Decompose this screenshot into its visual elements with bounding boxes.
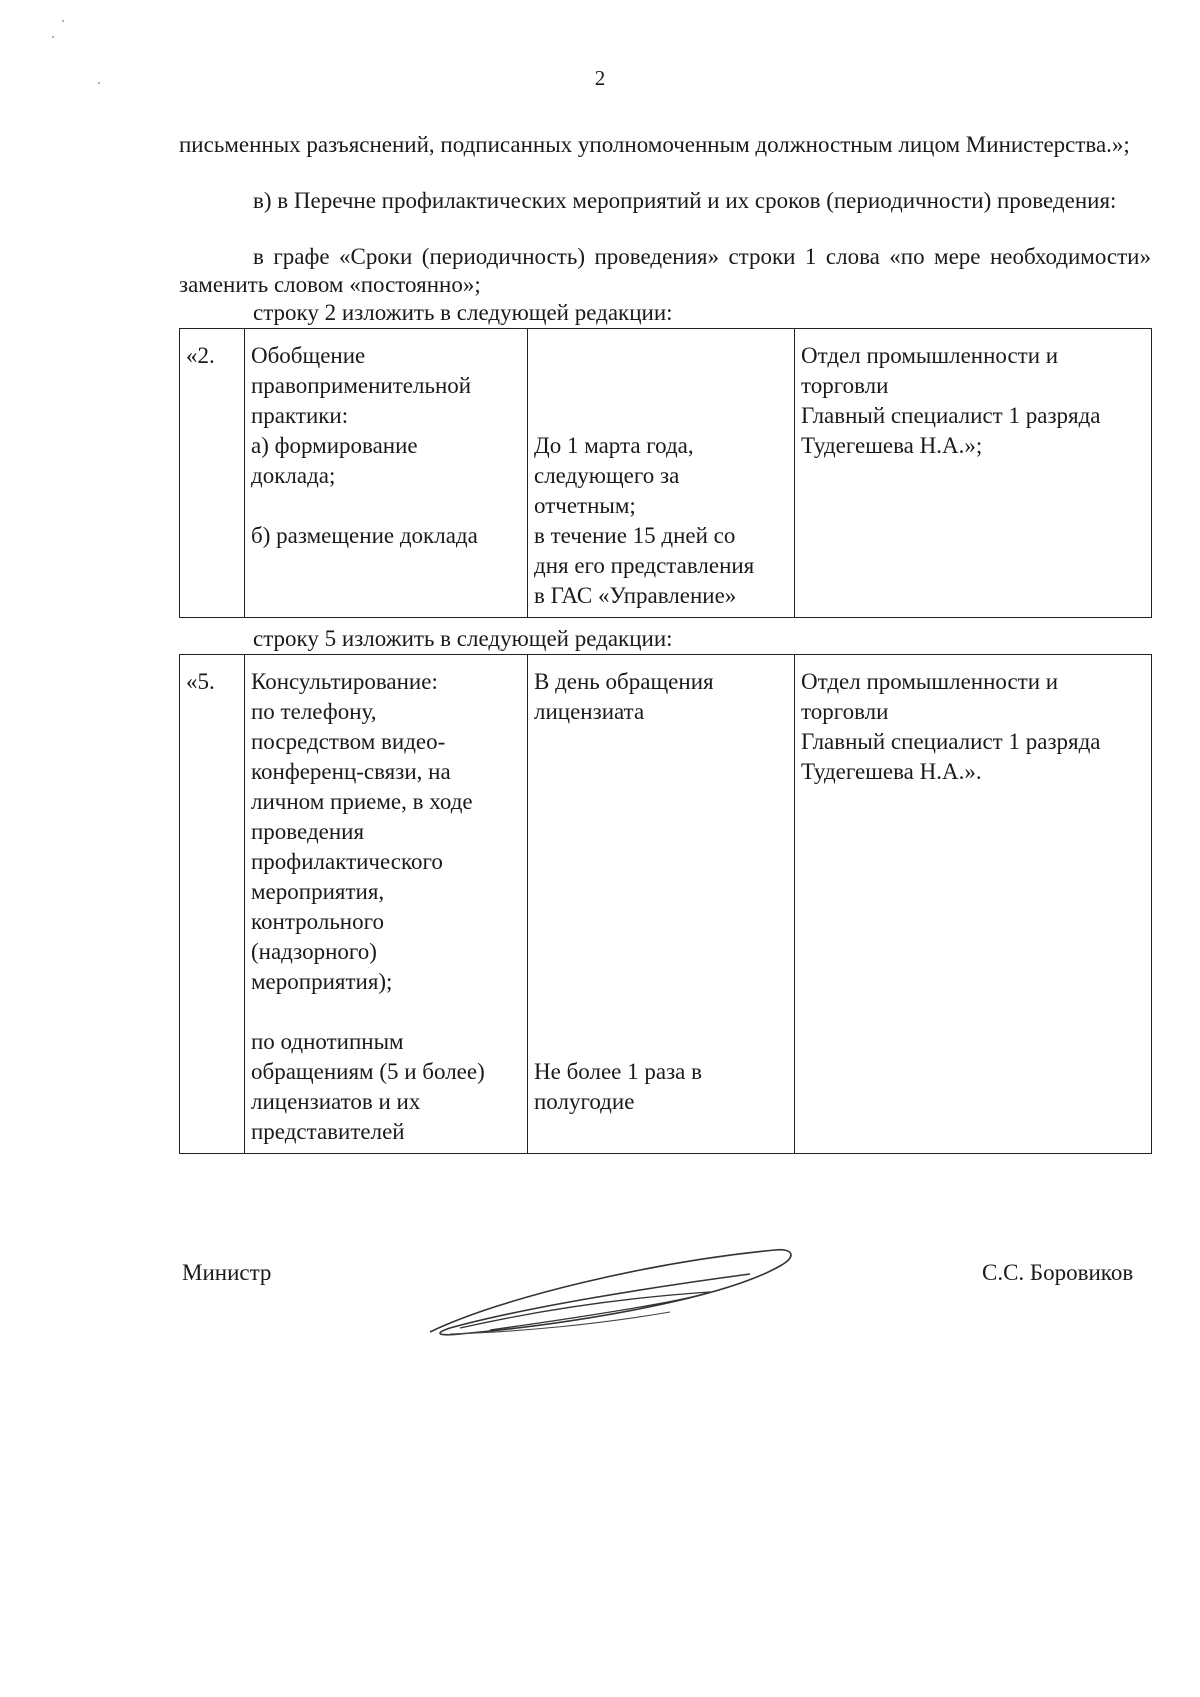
paragraph-continuation: письменных разъяснений, подписанных уполномоченным должностным лицом Министерства.»;	[179, 132, 1130, 157]
table-row	[180, 329, 1152, 618]
event-cell: Обобщение правоприменительной практики: а) формирование доклада; б) размещение доклада	[245, 329, 528, 618]
page-number: 2	[594, 66, 606, 90]
responsible-cell: Отдел промышленности и торговли Главный специалист 1 разряда Тудегешева Н.А.».	[795, 655, 1152, 1154]
paragraph-item-v: в) в Перечне профилактических мероприятий и их сроков (периодичности) проведения:	[253, 188, 1117, 213]
table-row	[180, 655, 1152, 1154]
scan-speck	[62, 20, 64, 22]
paragraph-row5-intro: строку 5 изложить в следующей редакции:	[253, 626, 673, 651]
signatory-title: Министр	[182, 1260, 272, 1285]
responsible-cell: Отдел промышленности и торговли Главный специалист 1 разряда Тудегешева Н.А.»;	[795, 329, 1152, 618]
deadline-cell: В день обращения лицензиата Не более 1 раза в полугодие	[528, 655, 795, 1154]
handwritten-signature	[420, 1240, 800, 1350]
signatory-name: С.С. Боровиков	[982, 1260, 1134, 1285]
scan-speck	[98, 82, 100, 84]
table-row5	[179, 654, 1152, 1154]
paragraph-column-change: в графе «Сроки (периодичность) проведения» строки 1 слова «по мере необходимости» заменить словом «постоянно»;	[179, 244, 1151, 297]
table-row2	[179, 328, 1152, 618]
row-number-cell: «2.	[180, 329, 245, 618]
paragraph-row2-intro: строку 2 изложить в следующей редакции:	[253, 300, 673, 325]
row-number-cell: «5.	[180, 655, 245, 1154]
event-cell: Консультирование: по телефону, посредством видео- конференц-связи, на личном приеме, в ходе проведения профилактического мероприятия, контрольного (надзорного) мероприятия); по однотипным обращениям (5 и более) лицензиатов и их представителей	[245, 655, 528, 1154]
scan-speck	[52, 36, 54, 38]
deadline-cell: До 1 марта года, следующего за отчетным; в течение 15 дней со дня его представления в ГАС «Управление»	[528, 329, 795, 618]
